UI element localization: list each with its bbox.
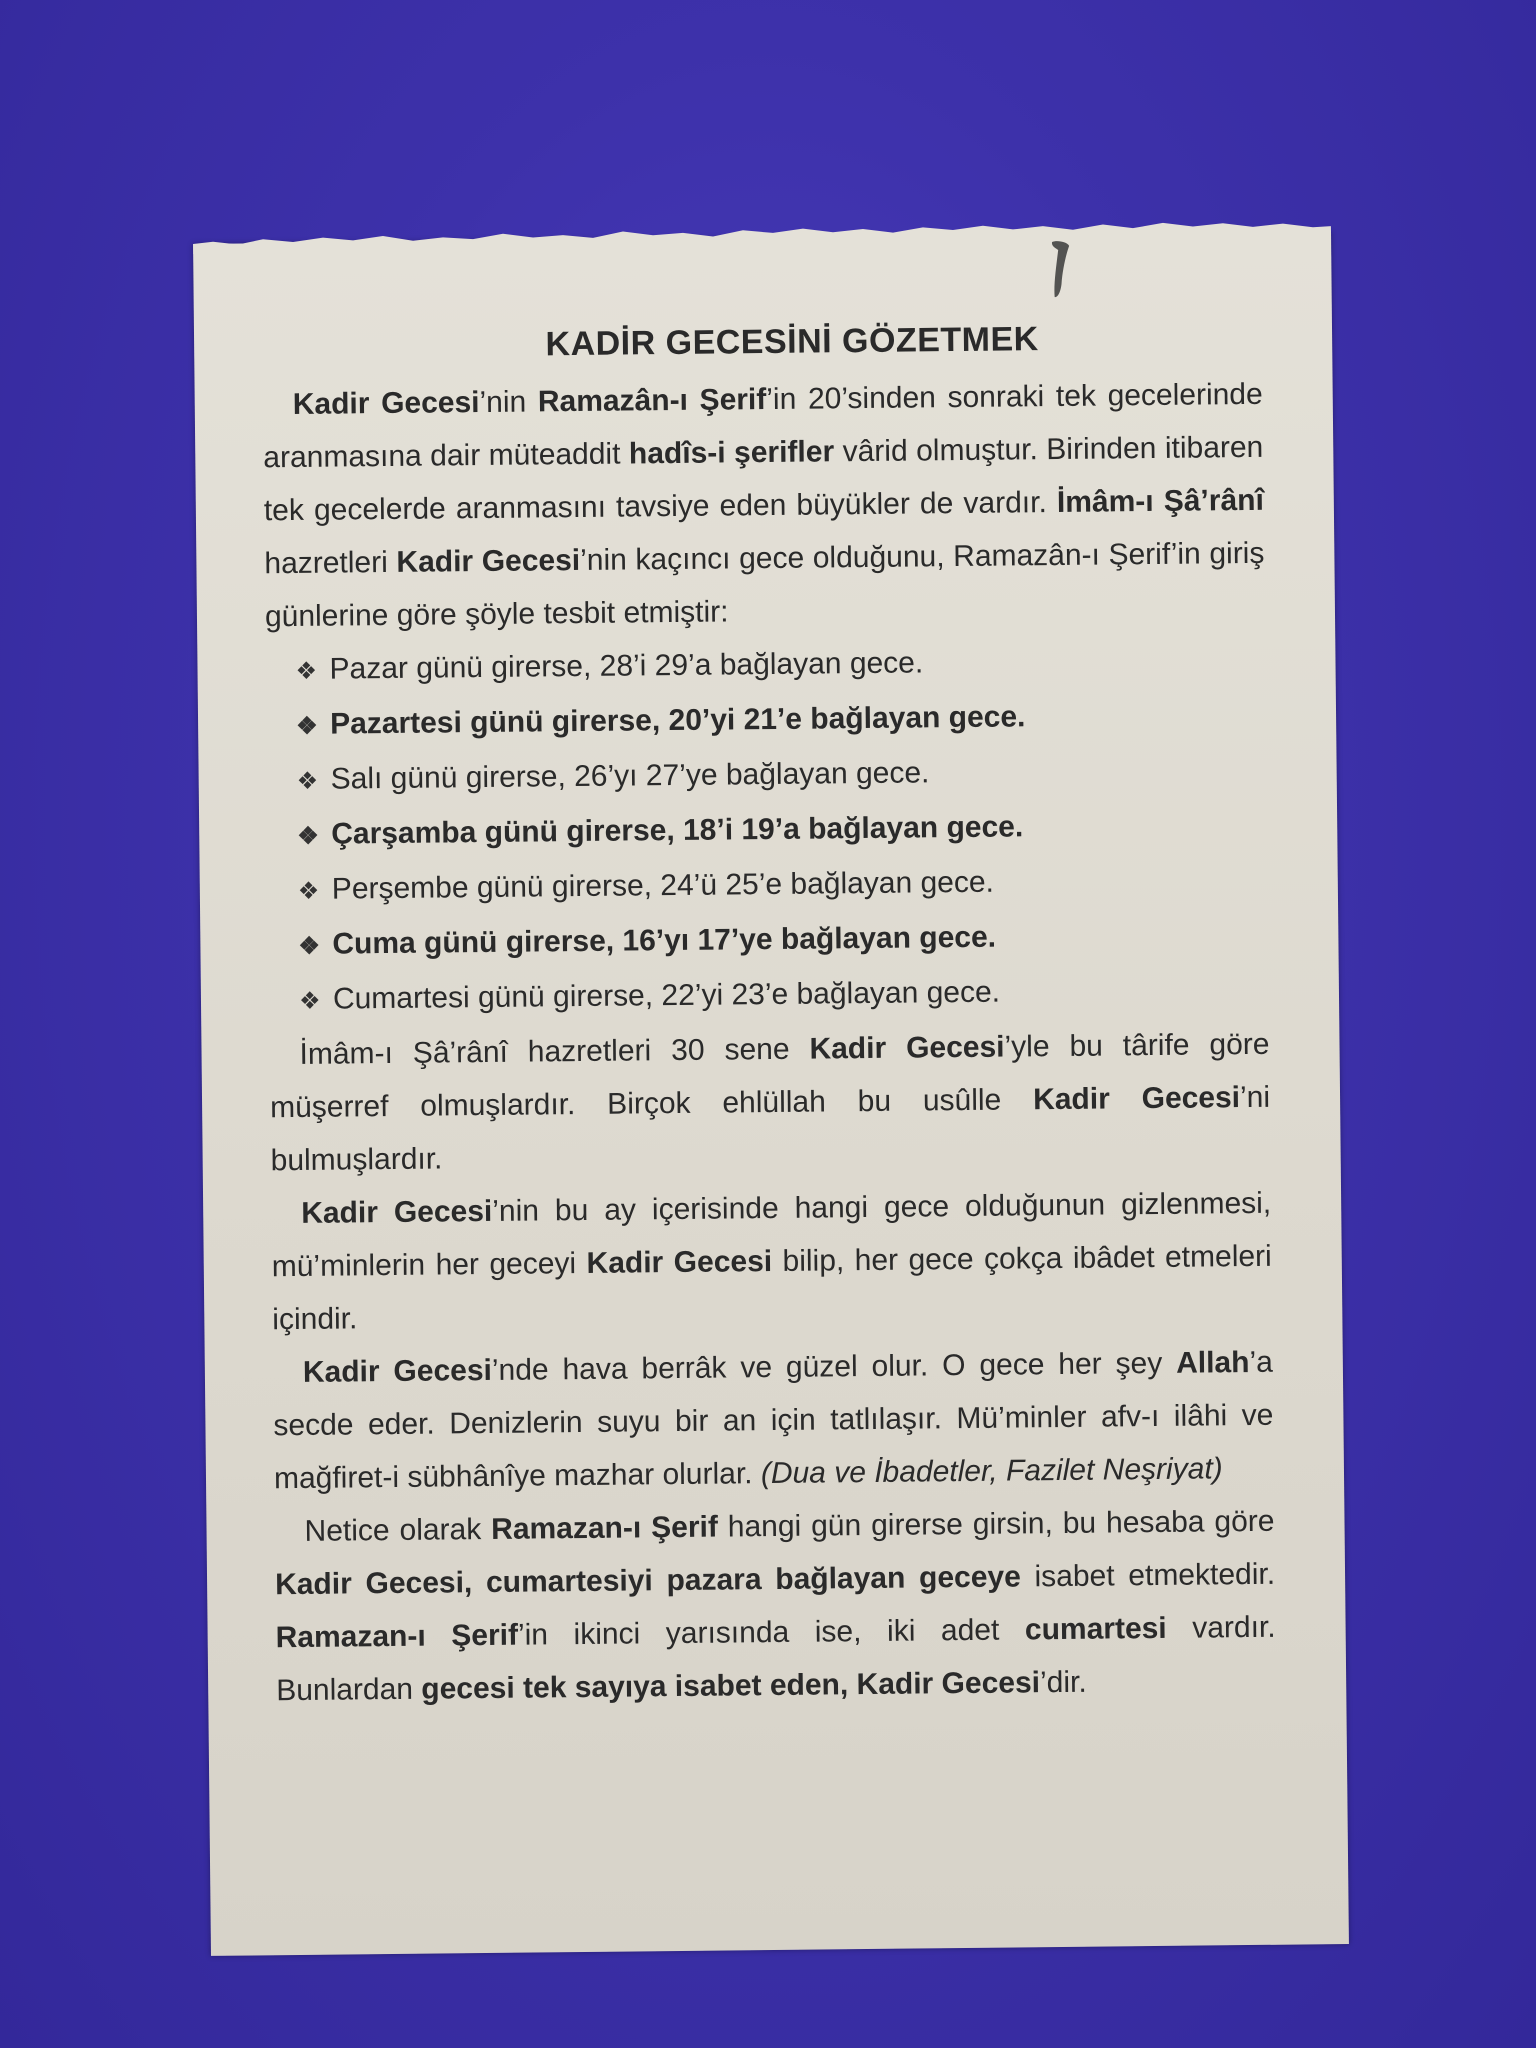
diamond-bullet-icon: ❖: [295, 657, 318, 685]
text-run: vârid olmuştur. Birinden itibaren tek gecelerde aranmasını tavsiye eden büyükler de vardır.: [263, 430, 1264, 528]
text-run: ’dir.: [1039, 1665, 1087, 1700]
list-item: [298, 908, 1269, 973]
list-item: [299, 963, 1270, 1028]
text-run: hazretleri: [264, 545, 397, 581]
list-item: [296, 743, 1267, 808]
text-run: ’yle bu târife göre müşerref olmuşlardır. Birçok ehlüllah bu usûlle: [269, 1027, 1270, 1125]
text-run: Ramazan-ı Şerif: [491, 1510, 719, 1546]
weekday-list: [265, 633, 1269, 1028]
newspaper-clipping: [193, 232, 1349, 1956]
list-item-text: Salı günü girerse, 26’yı 27’ye bağlayan gece.: [330, 756, 930, 796]
source-citation: (Dua ve İbadetler, Fazilet Neşriyat): [760, 1452, 1223, 1491]
text-run: hangi gün girerse girsin, bu hesaba göre: [717, 1504, 1275, 1544]
text-run: cumartesi: [1024, 1611, 1167, 1647]
list-item: [297, 798, 1268, 863]
paragraph-sarani: [269, 1018, 1271, 1187]
list-item: [295, 633, 1266, 698]
text-run: Kadir Gecesi: [586, 1244, 773, 1280]
diamond-bullet-icon: ❖: [297, 822, 319, 850]
article-title: KADİR GECESİNİ GÖZETMEK: [545, 320, 1039, 364]
paragraph-hidden-night: [271, 1177, 1273, 1346]
text-run: Kadir Gecesi, cumartesiyi pazara bağlayan geceye: [274, 1560, 1021, 1602]
list-item: [298, 853, 1269, 918]
text-run: hadîs-i şerifler: [628, 435, 835, 471]
diamond-bullet-icon: ❖: [296, 767, 319, 795]
diamond-bullet-icon: ❖: [297, 877, 320, 905]
list-item-text: Perşembe günü girerse, 24’ü 25’e bağlayan gece.: [331, 865, 995, 906]
text-run: ’a secde eder. Denizlerin suyu bir an için tatlılaşır. Mü’minler afv-ı ilâhi ve mağfiret-i sübhânîye mazhar olurlar.: [273, 1345, 1274, 1496]
text-run: gecesi tek sayıya isabet eden,: [421, 1668, 849, 1706]
list-item-text: Cuma günü girerse, 16’yı 17’ye bağlayan gece.: [332, 920, 997, 961]
text-run: ’in ikinci yarısında ise, iki adet: [517, 1613, 1026, 1652]
text-run: Kadir Gecesi: [809, 1030, 1005, 1066]
text-run: Kadir Gecesi: [301, 1194, 493, 1230]
text-run: bilip, her gece çokça ibâdet etmeleri içindir.: [272, 1239, 1272, 1337]
paragraph-weather: [273, 1336, 1275, 1505]
text-run: Netice olarak: [304, 1512, 492, 1548]
text-run: Kadir Gecesi: [396, 543, 581, 579]
list-item-text: Pazar günü girerse, 28’i 29’a bağlayan gece.: [329, 646, 924, 686]
list-item: [296, 688, 1267, 753]
text-run: vardır. Bunlardan: [276, 1610, 1276, 1708]
text-run: İmâm-ı Şâ’rânî hazretleri 30 sene: [299, 1032, 810, 1071]
text-run: isabet etmektedir.: [1020, 1557, 1276, 1594]
text-run: Ramazân-ı Şerif: [537, 383, 767, 419]
text-run: Kadir Gecesi: [302, 1353, 493, 1389]
text-run: Kadir Gecesi: [1032, 1081, 1241, 1117]
article: [262, 311, 1277, 1717]
paragraph-conclusion: [274, 1495, 1276, 1717]
text-run: Kadir Gecesi: [292, 386, 480, 421]
text-run: İmâm-ı Şâ’rânî: [1056, 483, 1264, 519]
text-run: Kadir Gecesi: [856, 1666, 1041, 1702]
text-run: ’nin kaçıncı gece olduğunu, Ramazân-ı Şerif’in giriş günlerine göre şöyle tesbit etmiştir:: [264, 536, 1265, 634]
text-run: ’nin bu ay içerisinde hangi gece olduğunun gizlenmesi, mü’minlerin her geceyi: [271, 1186, 1272, 1284]
diamond-bullet-icon: ❖: [298, 987, 321, 1015]
text-run: ’in 20’sinden sonraki tek gecelerinde aranmasına dair müteaddit: [263, 377, 1263, 475]
diamond-bullet-icon: ❖: [295, 712, 318, 740]
diamond-bullet-icon: ❖: [298, 932, 321, 960]
text-run: Ramazan-ı Şerif: [275, 1618, 519, 1655]
text-run: ’nin: [479, 385, 539, 420]
paragraph-intro: [262, 368, 1265, 643]
text-run: Allah: [1175, 1346, 1250, 1380]
text-run: ’nde hava berrâk ve güzel olur. O gece her şey: [491, 1346, 1177, 1387]
text-run: ’ni bulmuşlardır.: [270, 1080, 1271, 1178]
torn-edge: [193, 218, 1331, 254]
list-item-text: Cumartesi günü girerse, 22’yi 23’e bağlayan gece.: [332, 975, 1001, 1016]
list-item-text: Çarşamba günü girerse, 18’i 19’a bağlayan gece.: [331, 810, 1024, 851]
list-item-text: Pazartesi günü girerse, 20’yi 21’e bağlayan gece.: [329, 700, 1026, 741]
ink-smudge: [1049, 240, 1072, 300]
